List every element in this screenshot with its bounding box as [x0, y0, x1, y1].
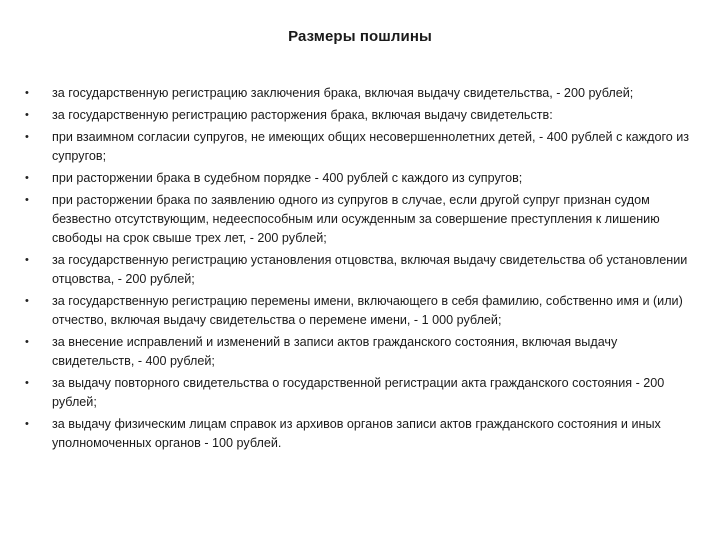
- bullet-icon: •: [25, 254, 29, 267]
- bullet-icon: •: [25, 377, 29, 390]
- list-item-text: за внесение исправлений и изменений в записи актов гражданского состояния, включая выдачу свидетельств, - 400 рублей;: [52, 335, 618, 369]
- list-item: [25, 84, 700, 103]
- list-item-text: за государственную регистрацию перемены имени, включающего в себя фамилию, собственно имя и (или) отчество, включая выдачу свидетельства о перемене имени, - 1 000 рублей;: [52, 294, 683, 328]
- bullet-icon: •: [25, 87, 29, 99]
- list-item-text: при взаимном согласии супругов, не имеющих общих несовершеннолетних детей, - 400 рублей с каждого из супругов;: [52, 130, 690, 164]
- bullet-icon: •: [25, 131, 29, 144]
- bullet-icon: •: [25, 172, 29, 185]
- list-item: [25, 292, 700, 330]
- bullet-icon: •: [25, 418, 29, 431]
- list-item-text: за выдачу повторного свидетельства о государственной регистрации акта гражданского состояния - 200 рублей;: [52, 376, 665, 410]
- bullet-icon: •: [25, 194, 29, 207]
- list-item-text: за государственную регистрацию расторжения брака, включая выдачу свидетельств:: [52, 108, 553, 123]
- list-item: [25, 333, 700, 371]
- fee-list: [25, 84, 700, 456]
- list-item: [25, 169, 700, 188]
- bullet-icon: •: [25, 109, 29, 122]
- list-item: [25, 415, 700, 453]
- list-item: [25, 191, 700, 248]
- bullet-icon: •: [25, 336, 29, 349]
- list-item-text: за государственную регистрацию заключения брака, включая выдачу свидетельства, - 200 рублей;: [52, 86, 634, 100]
- list-item-text: за выдачу физическим лицам справок из архивов органов записи актов гражданского состояния и иных уполномоченных органов - 100 рублей.: [52, 417, 661, 451]
- list-item: [25, 128, 700, 166]
- list-item-text: при расторжении брака по заявлению одного из супругов в случае, если другой супруг признан судом безвестно отсутствующим, недееспособным или осужденным за совершение преступления к лишению свободы на срок свыше трех лет, - 200 рублей;: [52, 193, 660, 246]
- list-item: [25, 251, 700, 289]
- list-item-text: за государственную регистрацию установления отцовства, включая выдачу свидетельства об установлении отцовства, - 200 рублей;: [52, 253, 688, 287]
- list-item-text: при расторжении брака в судебном порядке - 400 рублей с каждого из супругов;: [52, 171, 523, 186]
- list-item: [25, 374, 700, 412]
- page-title: Размеры пошлины: [288, 28, 432, 45]
- bullet-icon: •: [25, 295, 29, 308]
- list-item: [25, 106, 700, 125]
